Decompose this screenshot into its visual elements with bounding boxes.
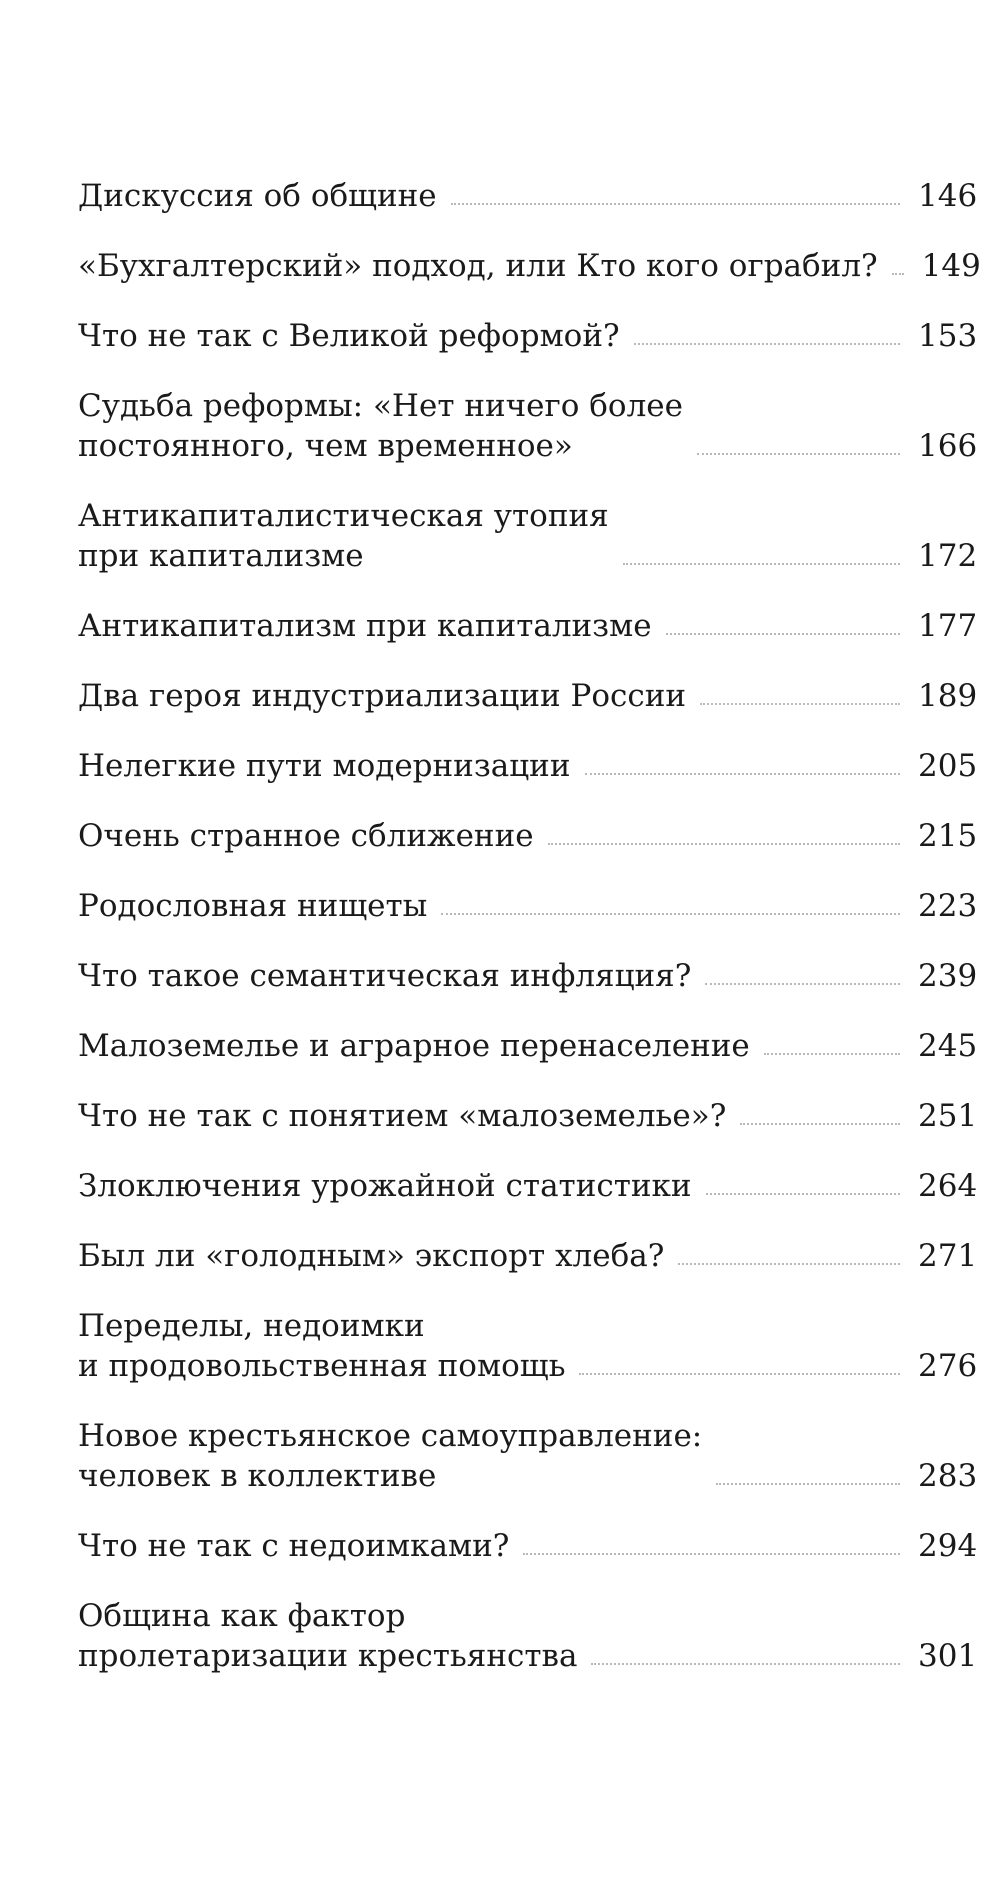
toc-page-number: 251 xyxy=(918,1098,978,1134)
toc-page-number: 177 xyxy=(918,608,978,644)
toc-page-number: 205 xyxy=(918,748,978,784)
toc-entry-title-line: Переделы, недоимки xyxy=(78,1308,425,1344)
toc-page-number: 215 xyxy=(918,818,978,854)
toc-entry xyxy=(78,1596,978,1676)
toc-entry-title-line: человек в коллективе xyxy=(78,1458,437,1494)
toc-entry-title-line: Новое крестьянское самоуправление: xyxy=(78,1418,703,1454)
toc-entry-title-line: Малоземелье и аграрное перенаселение xyxy=(78,1028,750,1064)
toc-page-number: 264 xyxy=(918,1168,978,1204)
toc-entry-title-line: при капитализме xyxy=(78,538,364,574)
toc-entry xyxy=(78,886,978,926)
toc-entry xyxy=(78,386,978,466)
toc-entry-title-line: Антикапиталистическая утопия xyxy=(78,498,609,534)
toc-page-number: 294 xyxy=(918,1528,978,1564)
toc-entry-title xyxy=(78,1416,702,1496)
dot-leader xyxy=(585,772,901,775)
toc-entry xyxy=(78,816,978,856)
toc-entry-title-line: Что такое семантическая инфляция? xyxy=(78,958,692,994)
toc-entry-title-line: Два героя индустриализации России xyxy=(78,678,687,714)
toc-entry xyxy=(78,956,978,996)
toc-entry-title-line: Судьба реформы: «Нет ничего более xyxy=(78,388,683,424)
dot-leader xyxy=(666,632,900,635)
dot-leader xyxy=(579,1372,900,1375)
toc-entry xyxy=(78,496,978,576)
toc-page-number: 223 xyxy=(918,888,978,924)
toc-entry-title xyxy=(78,1096,726,1136)
toc-entry xyxy=(78,1166,978,1206)
toc-page-number: 276 xyxy=(918,1348,978,1384)
dot-leader xyxy=(716,1482,900,1485)
toc-entry-title-line: «Бухгалтерский» подход, или Кто кого ограбил? xyxy=(78,248,878,284)
toc-entry-title xyxy=(78,886,427,926)
toc-entry xyxy=(78,746,978,786)
toc-entry-title-line: и продовольственная помощь xyxy=(78,1348,566,1384)
toc-entry-title xyxy=(78,956,691,996)
table-of-contents xyxy=(78,176,981,1706)
toc-page-number: 239 xyxy=(918,958,978,994)
dot-leader xyxy=(634,342,900,345)
toc-entry xyxy=(78,1416,978,1496)
toc-entry-title xyxy=(78,1596,577,1676)
dot-leader xyxy=(764,1052,900,1055)
toc-entry-title xyxy=(78,676,686,716)
toc-entry-title xyxy=(78,606,652,646)
toc-entry-title xyxy=(78,176,437,216)
toc-entry-title xyxy=(78,496,609,576)
dot-leader xyxy=(706,1192,900,1195)
toc-page-number: 271 xyxy=(918,1238,978,1274)
toc-entry-title-line: Злоключения урожайной статистики xyxy=(78,1168,692,1204)
toc-entry-title-line: Община как фактор xyxy=(78,1598,406,1634)
toc-entry xyxy=(78,1096,978,1136)
toc-entry xyxy=(78,1236,978,1276)
toc-entry-title-line: Антикапитализм при капитализме xyxy=(78,608,652,644)
toc-entry-title-line: пролетаризации крестьянства xyxy=(78,1638,578,1674)
toc-page-number: 172 xyxy=(918,538,978,574)
dot-leader xyxy=(678,1262,900,1265)
dot-leader xyxy=(705,982,900,985)
toc-entry-title xyxy=(78,1166,692,1206)
toc-page-number: 166 xyxy=(918,428,978,464)
toc-entry xyxy=(78,1526,978,1566)
toc-page-number: 146 xyxy=(918,178,978,214)
toc-entry xyxy=(78,316,978,356)
toc-entry-title-line: Нелегкие пути модернизации xyxy=(78,748,571,784)
toc-entry xyxy=(78,606,978,646)
toc-entry-title xyxy=(78,386,683,466)
toc-entry-title-line: постоянного, чем временное» xyxy=(78,428,573,464)
toc-entry-title-line: Дискуссия об общине xyxy=(78,178,437,214)
toc-entry-title xyxy=(78,1306,565,1386)
dot-leader xyxy=(740,1122,900,1125)
dot-leader xyxy=(697,452,900,455)
toc-entry-title xyxy=(78,1026,750,1066)
toc-entry xyxy=(78,676,978,716)
toc-entry-title xyxy=(78,746,571,786)
toc-page-number: 189 xyxy=(918,678,978,714)
toc-entry-title xyxy=(78,246,878,286)
dot-leader xyxy=(591,1662,900,1665)
toc-entry-title-line: Родословная нищеты xyxy=(78,888,428,924)
toc-entry-title xyxy=(78,1526,509,1566)
toc-entry xyxy=(78,246,981,286)
toc-entry-title-line: Что не так с Великой реформой? xyxy=(78,318,620,354)
toc-page-number: 283 xyxy=(918,1458,978,1494)
toc-entry xyxy=(78,1026,978,1066)
toc-entry-title xyxy=(78,1236,664,1276)
dot-leader xyxy=(441,912,900,915)
dot-leader xyxy=(451,202,900,205)
dot-leader xyxy=(700,702,900,705)
dot-leader xyxy=(623,562,900,565)
toc-entry-title xyxy=(78,816,534,856)
toc-page-number: 245 xyxy=(918,1028,978,1064)
toc-entry xyxy=(78,176,978,216)
toc-entry xyxy=(78,1306,978,1386)
dot-leader xyxy=(548,842,900,845)
toc-entry-title-line: Что не так с недоимками? xyxy=(78,1528,510,1564)
toc-page-number: 301 xyxy=(918,1638,978,1674)
toc-entry-title-line: Был ли «голодным» экспорт хлеба? xyxy=(78,1238,665,1274)
toc-page-number: 149 xyxy=(921,248,981,284)
toc-page-number: 153 xyxy=(918,318,978,354)
toc-entry-title xyxy=(78,316,620,356)
dot-leader xyxy=(892,272,904,275)
toc-entry-title-line: Очень странное сближение xyxy=(78,818,534,854)
toc-entry-title-line: Что не так с понятием «малоземелье»? xyxy=(78,1098,727,1134)
dot-leader xyxy=(523,1552,900,1555)
